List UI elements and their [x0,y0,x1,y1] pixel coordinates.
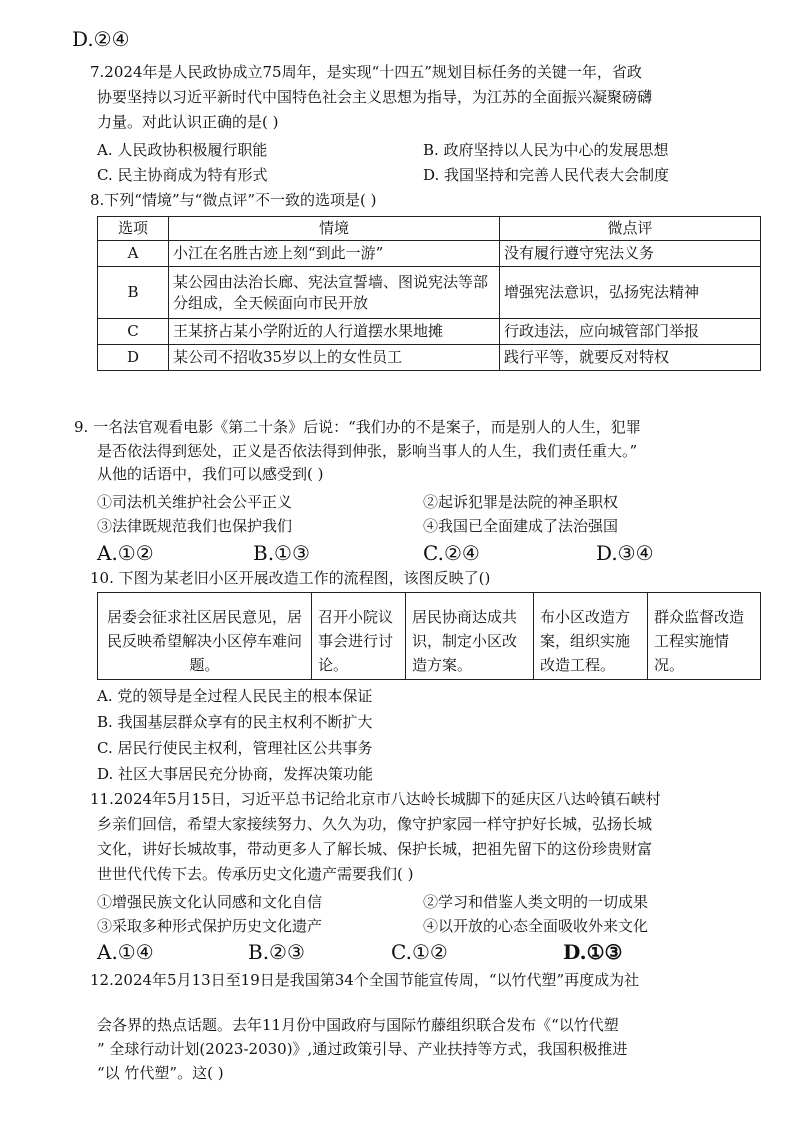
q7-stem-line-3: 力量。对此认识正确的是( ) [97,113,279,131]
q7-option-b: B. 政府坚持以人民为中心的发展思想 [423,141,669,159]
q11-item-4: ④以开放的心态全面吸收外来文化 [423,917,649,935]
row-scene: 小江在名胜古迹上刻“到此一游” [169,241,500,267]
q11-item-3: ③采取多种形式保护历史文化遗产 [97,917,323,935]
q7-stem-line-1: 7.2024年是人民政协成立75周年，是实现“十四五”规划目标任务的关键一年，省政 [90,63,642,81]
q9-choice-a: A.①② [97,541,154,565]
q12-stem-line-2: 会各界的热点话题。去年11月份中国政府与国际竹藤组织联合发布《“以竹代塑 [97,1016,619,1034]
q11-choice-a: A.①④ [97,940,154,964]
row-option: B [98,267,169,319]
q9-stem-line-1: 9. 一名法官观看电影《第二十条》后说：“我们办的不是案子，而是别人的人生，犯罪 [74,418,641,436]
q7-stem-line-2: 协要坚持以习近平新时代中国特色社会主义思想为指导，为江苏的全面振兴凝聚磅礴 [97,88,653,106]
q11-choice-d: D.①③ [563,940,623,964]
q11-stem-line-2: 乡亲们回信，希望大家接续努力、久久为功，像守护家园一样守护好长城，弘扬长城 [97,815,653,833]
q11-stem-line-4: 世世代代传下去。传承历史文化遗产需要我们( ) [97,865,414,883]
q10-option-d: D. 社区大事居民充分协商，发挥决策功能 [97,765,374,783]
q7-option-d: D. 我国坚持和完善人民代表大会制度 [423,166,670,184]
header-scene: 情境 [169,217,500,241]
row-scene: 某公园由法治长廊、宪法宣誓墙、图说宪法等部分组成，全天候面向市民开放 [169,267,500,319]
flow-step-1: 居委会征求社区居民意见，居民反映希望解决小区停车难问题。 [98,593,312,679]
q12-stem-line-4: “以 竹代塑”。这( ) [97,1064,224,1082]
q11-item-1: ①增强民族文化认同感和文化自信 [97,893,323,911]
header-comment: 微点评 [500,217,761,241]
q7-option-c: C. 民主协商成为特有形式 [97,166,268,184]
q7-option-a: A. 人民政协积极履行职能 [97,141,268,159]
q10-flowchart [97,592,761,680]
q12-stem-line-1: 12.2024年5月13日至19日是我国第34个全国节能宣传周，“以竹代塑”再度成为社 [90,971,640,989]
q11-choice-c: C.①② [391,940,448,964]
q8-table [97,216,761,371]
q9-item-2: ②起诉犯罪是法院的神圣职权 [423,493,619,511]
row-comment: 没有履行遵守宪法义务 [500,241,761,267]
flow-step-5: 群众监督改造工程实施情况。 [654,608,745,674]
q11-item-2: ②学习和借鉴人类文明的一切成果 [423,893,649,911]
q12-stem-line-3: ” 全球行动计划(2023-2030)》,通过政策引导、产业扶持等方式，我国积极推进 [97,1040,628,1058]
q11-stem-line-3: 文化，讲好长城故事，带动更多人了解长城、保护长城，把祖先留下的这份珍贵财富 [97,840,653,858]
table-row [98,267,761,319]
q10-option-a: A. 党的领导是全过程人民民主的根本保证 [97,687,373,705]
row-comment: 行政违法，应向城管部门举报 [500,319,761,345]
flow-step-4: 布小区改造方案，组织实施改造工程。 [534,593,648,679]
q9-stem-line-2: 是否依法得到惩处，正义是否依法得到伸张，影响当事人的人生，我们责任重大。” [97,442,638,460]
q9-item-4: ④我国已全面建成了法治强国 [423,517,619,535]
q11-stem-line-1: 11.2024年5月15日，习近平总书记给北京市八达岭长城脚下的延庆区八达岭镇石峡村 [90,790,661,808]
flow-step-3: 居民协商达成共识，制定小区改造方案。 [406,593,534,679]
q9-choice-b: B.①③ [253,541,310,565]
q10-option-c: C. 居民行使民主权利，管理社区公共事务 [97,739,373,757]
q9-stem-line-3: 从他的话语中，我们可以感受到( ) [97,465,324,483]
q6-answer-option: D.②④ [72,27,130,51]
row-option: C [98,319,169,345]
q10-stem: 10. 下图为某老旧小区开展改造工作的流程图，该图反映了() [90,569,491,587]
table-row [98,241,761,267]
q9-choice-c: C.②④ [423,541,480,565]
row-comment: 践行平等，就要反对特权 [500,345,761,371]
row-comment: 增强宪法意识，弘扬宪法精神 [500,267,761,319]
q9-choice-d: D.③④ [596,541,654,565]
table-row [98,319,761,345]
q9-item-1: ①司法机关维护社会公平正义 [97,493,293,511]
q8-stem: 8.下列“情境”与“微点评”不一致的选项是( ) [90,191,377,209]
row-option: A [98,241,169,267]
row-scene: 某公司不招收35岁以上的女性员工 [169,345,500,371]
row-option: D [98,345,169,371]
table-row [98,345,761,371]
q9-item-3: ③法律既规范我们也保护我们 [97,517,293,535]
header-option: 选项 [98,217,169,241]
row-scene: 王某挤占某小学附近的人行道摆水果地摊 [169,319,500,345]
q11-choice-b: B.②③ [248,940,305,964]
flow-step-2: 召开小院议事会进行讨论。 [312,593,406,679]
table-header-row [98,217,761,241]
q10-option-b: B. 我国基层群众享有的民主权利不断扩大 [97,713,373,731]
